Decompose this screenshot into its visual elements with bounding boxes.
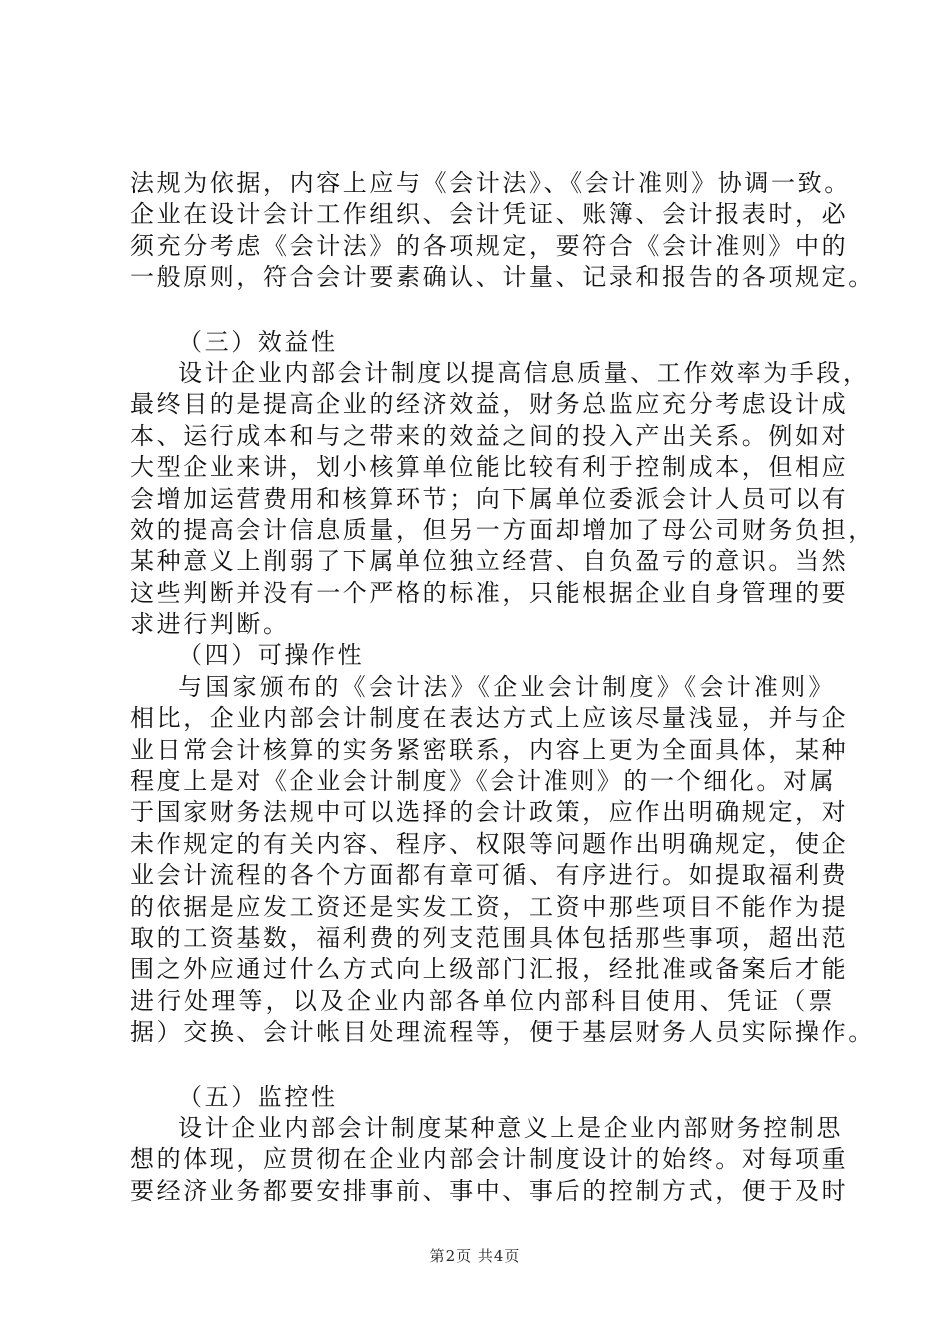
text-line: 围之外应通过什么方式向上级部门汇报，经批准或备案后才能 xyxy=(130,955,849,984)
text-line: 本、运行成本和与之带来的效益之间的投入产出关系。例如对 xyxy=(130,421,849,450)
text-line: 这些判断并没有一个严格的标准，只能根据企业自身管理的要 xyxy=(130,578,849,607)
text-line: 设计企业内部会计制度以提高信息质量、工作效率为手段， xyxy=(178,358,870,387)
section-heading: （四）可操作性 xyxy=(178,641,365,670)
text-line: 未作规定的有关内容、程序、权限等问题作出明确规定，使企 xyxy=(130,829,849,858)
text-line: 业会计流程的各个方面都有章可循、有序进行。如提取福利费 xyxy=(130,861,849,890)
text-line: 程度上是对《企业会计制度》《会计准则》的一个细化。对属 xyxy=(130,767,837,796)
text-line: 于国家财务法规中可以选择的会计政策，应作出明确规定，对 xyxy=(130,798,849,827)
text-line: 业日常会计核算的实务紧密联系，内容上更为全面具体，某种 xyxy=(130,735,849,764)
paragraph-gap xyxy=(130,1049,835,1082)
text-line: 求进行判断。 xyxy=(130,610,290,639)
text-line: 法规为依据，内容上应与《会计法》、《会计准则》协调一致。 xyxy=(130,169,851,197)
paragraph-gap xyxy=(130,294,835,327)
text-line: 据）交换、会计帐目处理流程等，便于基层财务人员实际操作。 xyxy=(130,1018,875,1047)
text-line: 须充分考虑《会计法》的各项规定，要符合《会计准则》中的 xyxy=(130,231,849,260)
text-line: 与国家颁布的《会计法》《企业会计制度》《会计准则》 xyxy=(178,672,835,701)
body-text xyxy=(130,168,875,1207)
text-line: 一般原则，符合会计要素确认、计量、记录和报告的各项规定。 xyxy=(130,263,875,292)
text-line: 某种意义上削弱了下属单位独立经营、自负盈亏的意识。当然 xyxy=(130,547,849,576)
text-line: 效的提高会计信息质量，但另一方面却增加了母公司财务负担， xyxy=(130,515,875,544)
text-line: 进行处理等，以及企业内部各单位内部科目使用、凭证（票 xyxy=(130,986,835,1015)
text-line: 大型企业来讲，划小核算单位能比较有利于控制成本，但相应 xyxy=(130,453,849,482)
section-heading: （五）监控性 xyxy=(178,1082,338,1111)
text-line: 的依据是应发工资还是实发工资，工资中那些项目不能作为提 xyxy=(130,892,849,921)
text-line: 想的体现，应贯彻在企业内部会计制度设计的始终。对每项重 xyxy=(130,1145,849,1174)
page-number-footer: 第2页 共4页 xyxy=(429,1247,521,1265)
text-line: 要经济业务都要安排事前、事中、事后的控制方式，便于及时 xyxy=(130,1176,849,1205)
text-line: 取的工资基数，福利费的列支范围具体包括那些事项，超出范 xyxy=(130,923,849,952)
text-line: 会增加运营费用和核算环节；向下属单位委派会计人员可以有 xyxy=(130,484,849,513)
text-line: 设计企业内部会计制度某种意义上是企业内部财务控制思 xyxy=(178,1113,843,1142)
text-line: 相比，企业内部会计制度在表达方式上应该尽量浅显，并与企 xyxy=(130,704,849,733)
text-line: 最终目的是提高企业的经济效益，财务总监应充分考虑设计成 xyxy=(130,390,849,419)
text-line: 企业在设计会计工作组织、会计凭证、账簿、会计报表时，必 xyxy=(130,200,849,229)
section-heading: （三）效益性 xyxy=(178,327,338,356)
